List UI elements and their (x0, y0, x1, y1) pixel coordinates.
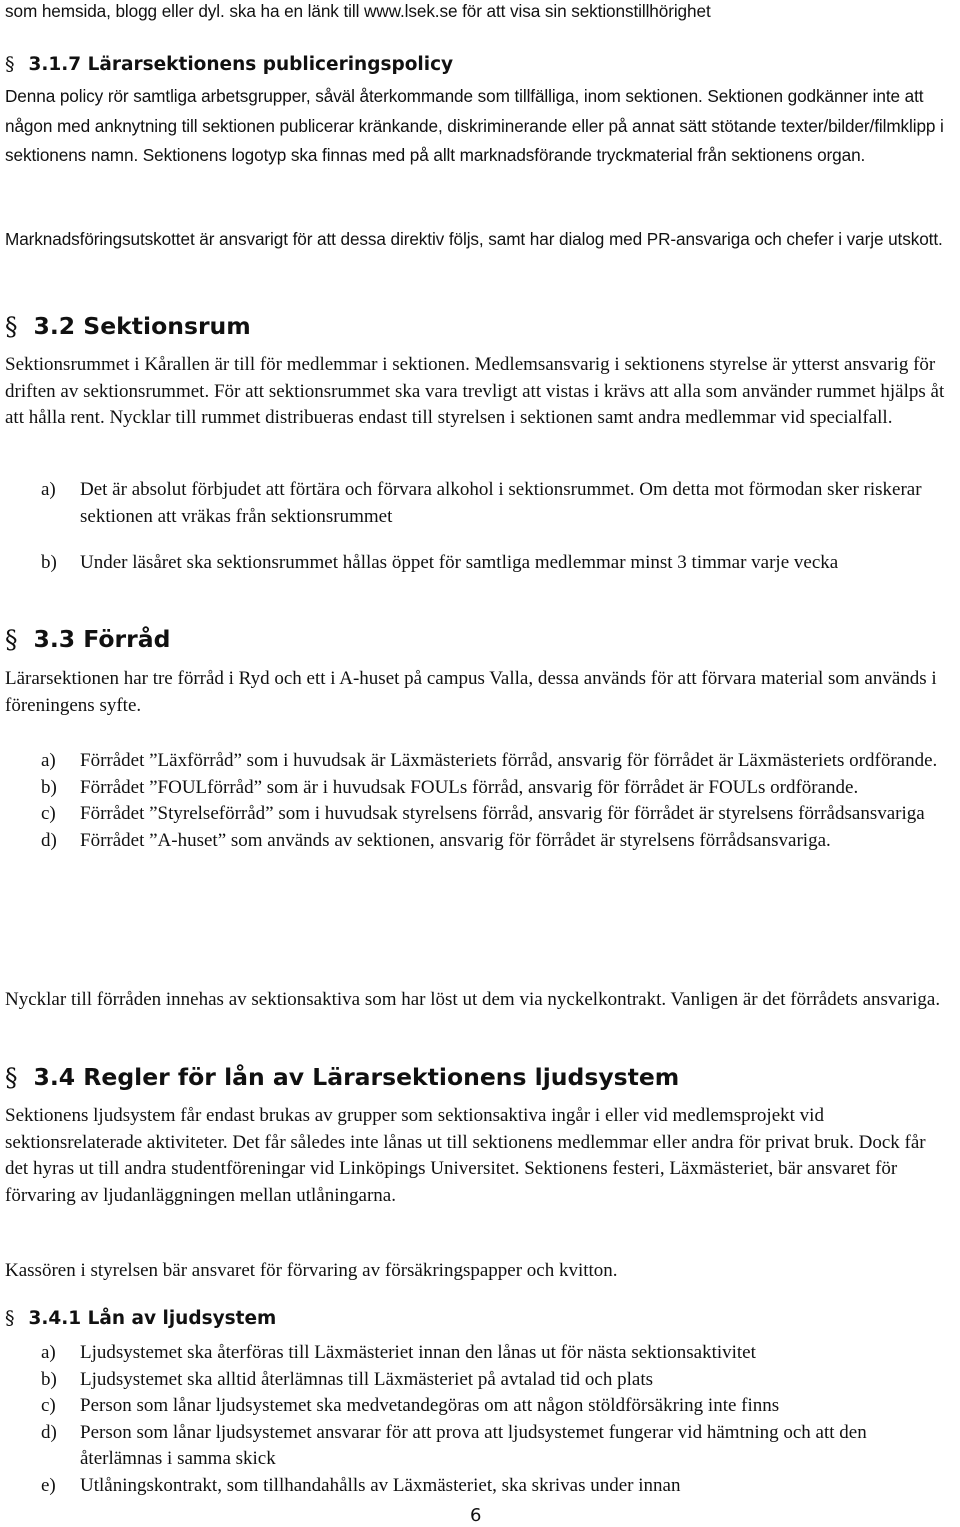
list-marker: b) (41, 776, 57, 798)
section-room-rules-list (5, 477, 953, 530)
list-item (5, 550, 953, 577)
storage-paragraph: Lärarsektionen har tre förråd i Ryd och ett i A-huset på campus Valla, dessa används för att förvara material som används i föreningens syfte. (5, 668, 937, 716)
list-item (5, 1367, 953, 1394)
heading-3-4-text: 3.4 Regler för lån av Lärarsektionens ljudsystem (33, 1063, 680, 1091)
list-item (5, 775, 953, 802)
list-marker: a) (41, 750, 56, 771)
list-item-text: Förrådet ”A-huset” som används av sektionen, ansvarig för förrådet är styrelsens förrådsansvariga. (80, 829, 831, 851)
sound-system-paragraph: Sektionens ljudsystem får endast brukas av grupper som sektionsaktiva ingår i eller vid medlemsprojekt vid sektionsrelaterade aktiviteter. Det får således inte lånas ut till sektionens medlemmar eller andra för privat bruk. Dock får det hyras ut till andra studentföreningar vid Linköpings Universitet. Sektionens festeri, Läxmästeriet, bär ansvaret för förvaring av ljudanläggningen mellan utlåningarna. (5, 1105, 926, 1206)
list-item (5, 801, 953, 828)
section-mark: § (5, 53, 15, 75)
list-item (5, 748, 953, 775)
list-item-text: Ljudsystemet ska alltid återlämnas till Läxmästeriet på avtalad tid och plats (80, 1368, 653, 1390)
heading-3-1-7 (5, 51, 953, 77)
list-item-text: Person som lånar ljudsystemet ansvarar för att prova att ljudsystemet fungerar vid hämtning och att den återlämnas i samma skick (80, 1421, 867, 1469)
heading-3-4-1 (5, 1305, 953, 1331)
insurance-paragraph: Kassören i styrelsen bär ansvaret för förvaring av försäkringspapper och kvitton. (5, 1260, 618, 1281)
page-number: 6 (470, 1505, 482, 1526)
list-marker: c) (41, 803, 56, 824)
list-item-text: Förrådet ”Läxförråd” som i huvudsak är Läxmästeriets förråd, ansvarig för förrådet är Läxmästeriets ordförande. (80, 750, 938, 771)
list-item (5, 1473, 953, 1500)
document-page (5, 0, 953, 1527)
list-marker: a) (41, 479, 56, 500)
list-item (5, 828, 953, 855)
list-item-text: Utlåningskontrakt, som tillhandahålls av Läxmästeriet, ska skrivas under innan (80, 1474, 681, 1496)
list-marker: b) (41, 1368, 57, 1390)
section-mark: § (5, 311, 18, 341)
list-item (5, 1393, 953, 1420)
sound-loan-rules-list (5, 1340, 953, 1499)
list-item (5, 1420, 953, 1473)
heading-3-1-7-text: 3.1.7 Lärarsektionens publiceringspolicy (28, 53, 454, 75)
heading-3-2 (5, 309, 953, 343)
marketing-committee-paragraph: Marknadsföringsutskottet är ansvarigt för att dessa direktiv följs, samt har dialog med PR-ansvariga och chefer i varje utskott. (5, 229, 943, 249)
storage-list (5, 748, 953, 854)
heading-3-3 (5, 622, 953, 656)
list-item-text: Person som lånar ljudsystemet ska medvetandegöras om att någon stöldförsäkring inte finns (80, 1395, 780, 1416)
list-item-text: Ljudsystemet ska återföras till Läxmästeriet innan den lånas ut för nästa sektionsaktivitet (80, 1342, 756, 1363)
section-room-paragraph: Sektionsrummet i Kårallen är till för medlemmar i sektionen. Medlemsansvarig i sektionens styrelse är ytterst ansvarig för driften av sektionsrummet. För att sektionsrummet ska vara trevligt att vistas i krävs att alla som använder rummet hjälps åt att hålla rent. Nycklar till rummet distribueras endast till styrelsen i sektionen samt andra medlemmar vid specialfall. (5, 354, 945, 428)
heading-3-4 (5, 1060, 953, 1094)
section-room-rules-list-b (5, 550, 953, 577)
list-marker: a) (41, 1342, 56, 1363)
list-item-text: Det är absolut förbjudet att förtära och förvara alkohol i sektionsrummet. Om detta mot förmodan sker riskerar sektionen att vräkas från sektionsrummet (80, 479, 922, 527)
list-marker: e) (41, 1474, 56, 1496)
heading-3-2-text: 3.2 Sektionsrum (33, 312, 251, 340)
section-mark: § (5, 1307, 15, 1329)
list-item-text: Förrådet ”Styrelseförråd” som i huvudsak styrelsens förråd, ansvarig för förrådet är styrelsens förrådsansvariga (80, 803, 925, 824)
section-mark: § (5, 624, 18, 654)
list-item (5, 477, 953, 530)
section-mark: § (5, 1062, 18, 1092)
list-item-text: Under läsåret ska sektionsrummet hållas öppet för samtliga medlemmar minst 3 timmar varje vecka (80, 552, 839, 573)
list-marker: d) (41, 1421, 57, 1443)
list-item-text: Förrådet ”FOULförråd” som är i huvudsak FOULs förråd, ansvarig för förrådet är FOULs ordförande. (80, 776, 859, 798)
intro-line: som hemsida, blogg eller dyl. ska ha en länk till www.lsek.se för att visa sin sektionstillhörighet (5, 1, 711, 21)
list-marker: d) (41, 829, 57, 851)
heading-3-4-1-text: 3.4.1 Lån av ljudsystem (28, 1307, 277, 1329)
list-marker: b) (41, 552, 57, 573)
publication-policy-paragraph: Denna policy rör samtliga arbetsgrupper, såväl återkommande som tillfälliga, inom sektionen. Sektionen godkänner inte att någon med anknytning till sektionen publicerar kränkande, diskriminerande eller på annat sätt stötande texter/bilder/filmklipp i sektionens namn. Sektionens logotyp ska finnas med på allt marknadsförande tryckmaterial från sektionens organ. (5, 86, 944, 165)
heading-3-3-text: 3.3 Förråd (33, 625, 171, 653)
list-marker: c) (41, 1395, 56, 1416)
list-item (5, 1340, 953, 1367)
storage-keys-paragraph: Nycklar till förråden innehas av sektionsaktiva som har löst ut dem via nyckelkontrakt. Vanligen är det förrådets ansvariga. (5, 989, 941, 1010)
